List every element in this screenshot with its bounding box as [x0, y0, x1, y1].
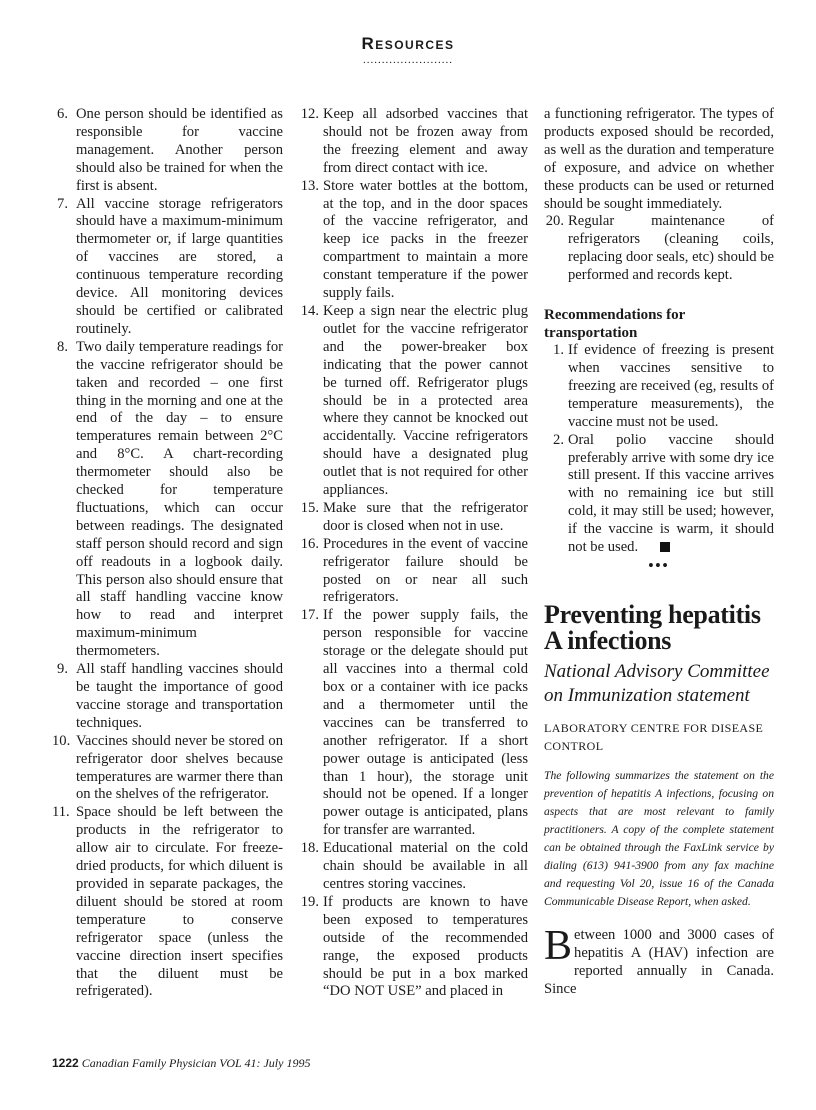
- item-number: 8.: [57, 338, 68, 355]
- list-item: [544, 213, 774, 285]
- continued-paragraph: a functioning refrigerator. The types of products exposed should be recorded, as well as the duration and temperature of exposure, and advice on whether these products can be used or returned should be sought immediately.: [544, 106, 774, 212]
- list-item: [544, 342, 774, 432]
- section-separator: •••: [648, 557, 670, 574]
- column-1: [52, 106, 283, 1001]
- item-number: 16.: [300, 535, 319, 552]
- article-organization: LABORATORY CENTRE FOR DISEASE CONTROL: [544, 720, 764, 753]
- list-item: [299, 607, 528, 840]
- recommendation-list-2: [299, 106, 528, 1001]
- item-number: 12.: [300, 106, 319, 122]
- item-number: 2.: [553, 431, 564, 448]
- item-text: Space should be left between the products in the refrigerator to allow air to circulate. For freeze-dried products, for which diluent is provided in separate packages, the diluent should be stored at room temperature to conserve refrigerator space (unless the vaccine direction insert specifies that the diluent must be refrigerated).: [76, 804, 283, 1000]
- page-number: 1222: [52, 1056, 79, 1070]
- list-item: [299, 178, 528, 303]
- transport-list: [544, 342, 774, 557]
- item-text: Oral polio vaccine should preferably arrive with some dry ice still present. If this vaccine arrives with no remaining ice but still cold, it may still be used; however, if the vaccine is warm, it should not be used.: [568, 431, 774, 556]
- item-number: 19.: [300, 893, 319, 910]
- list-item: [52, 196, 283, 339]
- list-item: [299, 840, 528, 894]
- list-item: [299, 536, 528, 608]
- item-text: Two daily temperature readings for the vaccine refrigerator should be taken and recorded – one first thing in the morning and one at the end of the day – to ensure temperatures remain between 2°C and 8°C. A chart-recording thermometer should also be checked for temperature fluctuations, which can occur between readings. The designated staff person should record and sign off readouts in a logbook daily. This person also should ensure that all staff handling vaccine know how to read and interpret maximum-minimum thermometers.: [76, 338, 283, 660]
- item-number: 14.: [300, 302, 319, 319]
- item-number: 11.: [52, 804, 70, 821]
- item-text: Vaccines should never be stored on refrigerator door shelves because temperatures are warmer there than on the shelves of the refrigerator.: [76, 732, 283, 803]
- item-number: 6.: [57, 106, 68, 122]
- page-footer: [52, 1056, 310, 1071]
- item-number: 9.: [57, 661, 68, 678]
- item-text: Keep a sign near the electric plug outlet for the vaccine refrigerator and the power-breaker box indicating that the power cannot be turned off. Refrigerator plugs should be in a protected area where they cannot be knocked out accidentally. Vaccine refrigerators should have a designated plug outlet that is not required for other appliances.: [323, 302, 528, 499]
- item-text: Procedures in the event of vaccine refrigerator failure should be posted on or near all such refrigerators.: [323, 535, 528, 606]
- item-text: Educational material on the cold chain should be available in all centres storing vaccines.: [323, 840, 528, 892]
- list-item: [299, 894, 528, 1001]
- column-2: [299, 106, 528, 1001]
- item-number: 1.: [553, 342, 564, 359]
- page-header: [0, 34, 816, 64]
- item-number: 20.: [545, 213, 564, 230]
- list-item: [52, 106, 283, 196]
- item-number: 17.: [300, 607, 319, 624]
- item-number: 10.: [52, 732, 71, 749]
- item-text: Regular maintenance of refrigerators (cleaning coils, replacing door seals, etc) should be performed and records kept.: [568, 213, 774, 284]
- article-body-text: etween 1000 and 3000 cases of hepatitis A (HAV) infection are reported annually in Canada. Since: [544, 926, 774, 997]
- column-3: [544, 106, 774, 999]
- item-text: All vaccine storage refrigerators should have a maximum-minimum thermometer or, if large quantities of vaccines are stored, a continuous temperature recording device. All monitoring devices should be certified or calibrated routinely.: [76, 195, 283, 337]
- section-title: Resources: [361, 34, 455, 53]
- end-of-article-mark: [660, 542, 670, 552]
- article-subtitle: National Advisory Committee on Immunization statement: [544, 660, 770, 706]
- list-item: [544, 432, 774, 557]
- header-dots: ........................: [363, 54, 453, 66]
- recommendation-list-3: [544, 213, 774, 285]
- item-number: 7.: [57, 195, 68, 212]
- item-text: All staff handling vaccines should be taught the importance of good vaccine storage and transportation techniques.: [76, 661, 283, 731]
- list-item: [299, 303, 528, 500]
- journal-name: Canadian Family Physician: [81, 1056, 217, 1070]
- journal-volume: VOL 41: July 1995: [219, 1056, 311, 1070]
- article-body: [544, 922, 774, 999]
- item-text: Store water bottles at the bottom, at the top, and in the door spaces of the vaccine refrigerator, and keep ice packs in the freezer compartment to maintain a more constant temperature if the power supply fails.: [323, 177, 528, 302]
- item-text: If the power supply fails, the person responsible for vaccine storage or the delegate should put all vaccines into a thermal cold box or a container with ice packs and a thermometer until the vaccines can be transferred to another refrigerator. If a short power outage is anticipated (less than 1 hour), the storage unit should not be opened. If a longer power outage is anticipated, plans for transfer are warranted.: [323, 607, 528, 839]
- recommendation-list-1: [52, 106, 283, 1001]
- list-item: [52, 339, 283, 661]
- item-text: Keep all adsorbed vaccines that should not be frozen away from the freezing element and away from direct contact with ice.: [323, 106, 528, 176]
- article-intro: The following summarizes the statement on the prevention of hepatitis A infections, focusing on aspects that are most relevant to family practitioners. A copy of the complete statement can be obtained through the FaxLink service by dialing (613) 941-3900 from any fax machine and requesting Vol 20, issue 16 of the Canada Communicable Disease Report, when asked.: [544, 768, 774, 908]
- drop-cap: B: [544, 922, 573, 969]
- item-text: If products are known to have been exposed to temperatures outside of the recommended range, the exposed products should be put in a box marked “DO NOT USE” and placed in: [323, 893, 528, 1000]
- transport-heading: Recommendations for transportation: [544, 307, 685, 342]
- item-number: 15.: [300, 499, 319, 516]
- item-text: Make sure that the refrigerator door is closed when not in use.: [323, 499, 528, 534]
- list-item: [52, 661, 283, 733]
- list-item: [299, 500, 528, 536]
- item-text: One person should be identified as responsible for vaccine management. Another person should also be trained for when the first is absent.: [76, 106, 283, 194]
- list-item: [299, 106, 528, 178]
- item-number: 18.: [300, 840, 319, 857]
- article-title: Preventing hepatitis A infections: [544, 599, 761, 655]
- list-item: [52, 804, 283, 1001]
- item-text: If evidence of freezing is present when vaccines sensitive to freezing are received (eg, results of temperature measurements), the vaccine must not be used.: [568, 342, 774, 430]
- item-number: 13.: [300, 177, 319, 194]
- list-item: [52, 733, 283, 805]
